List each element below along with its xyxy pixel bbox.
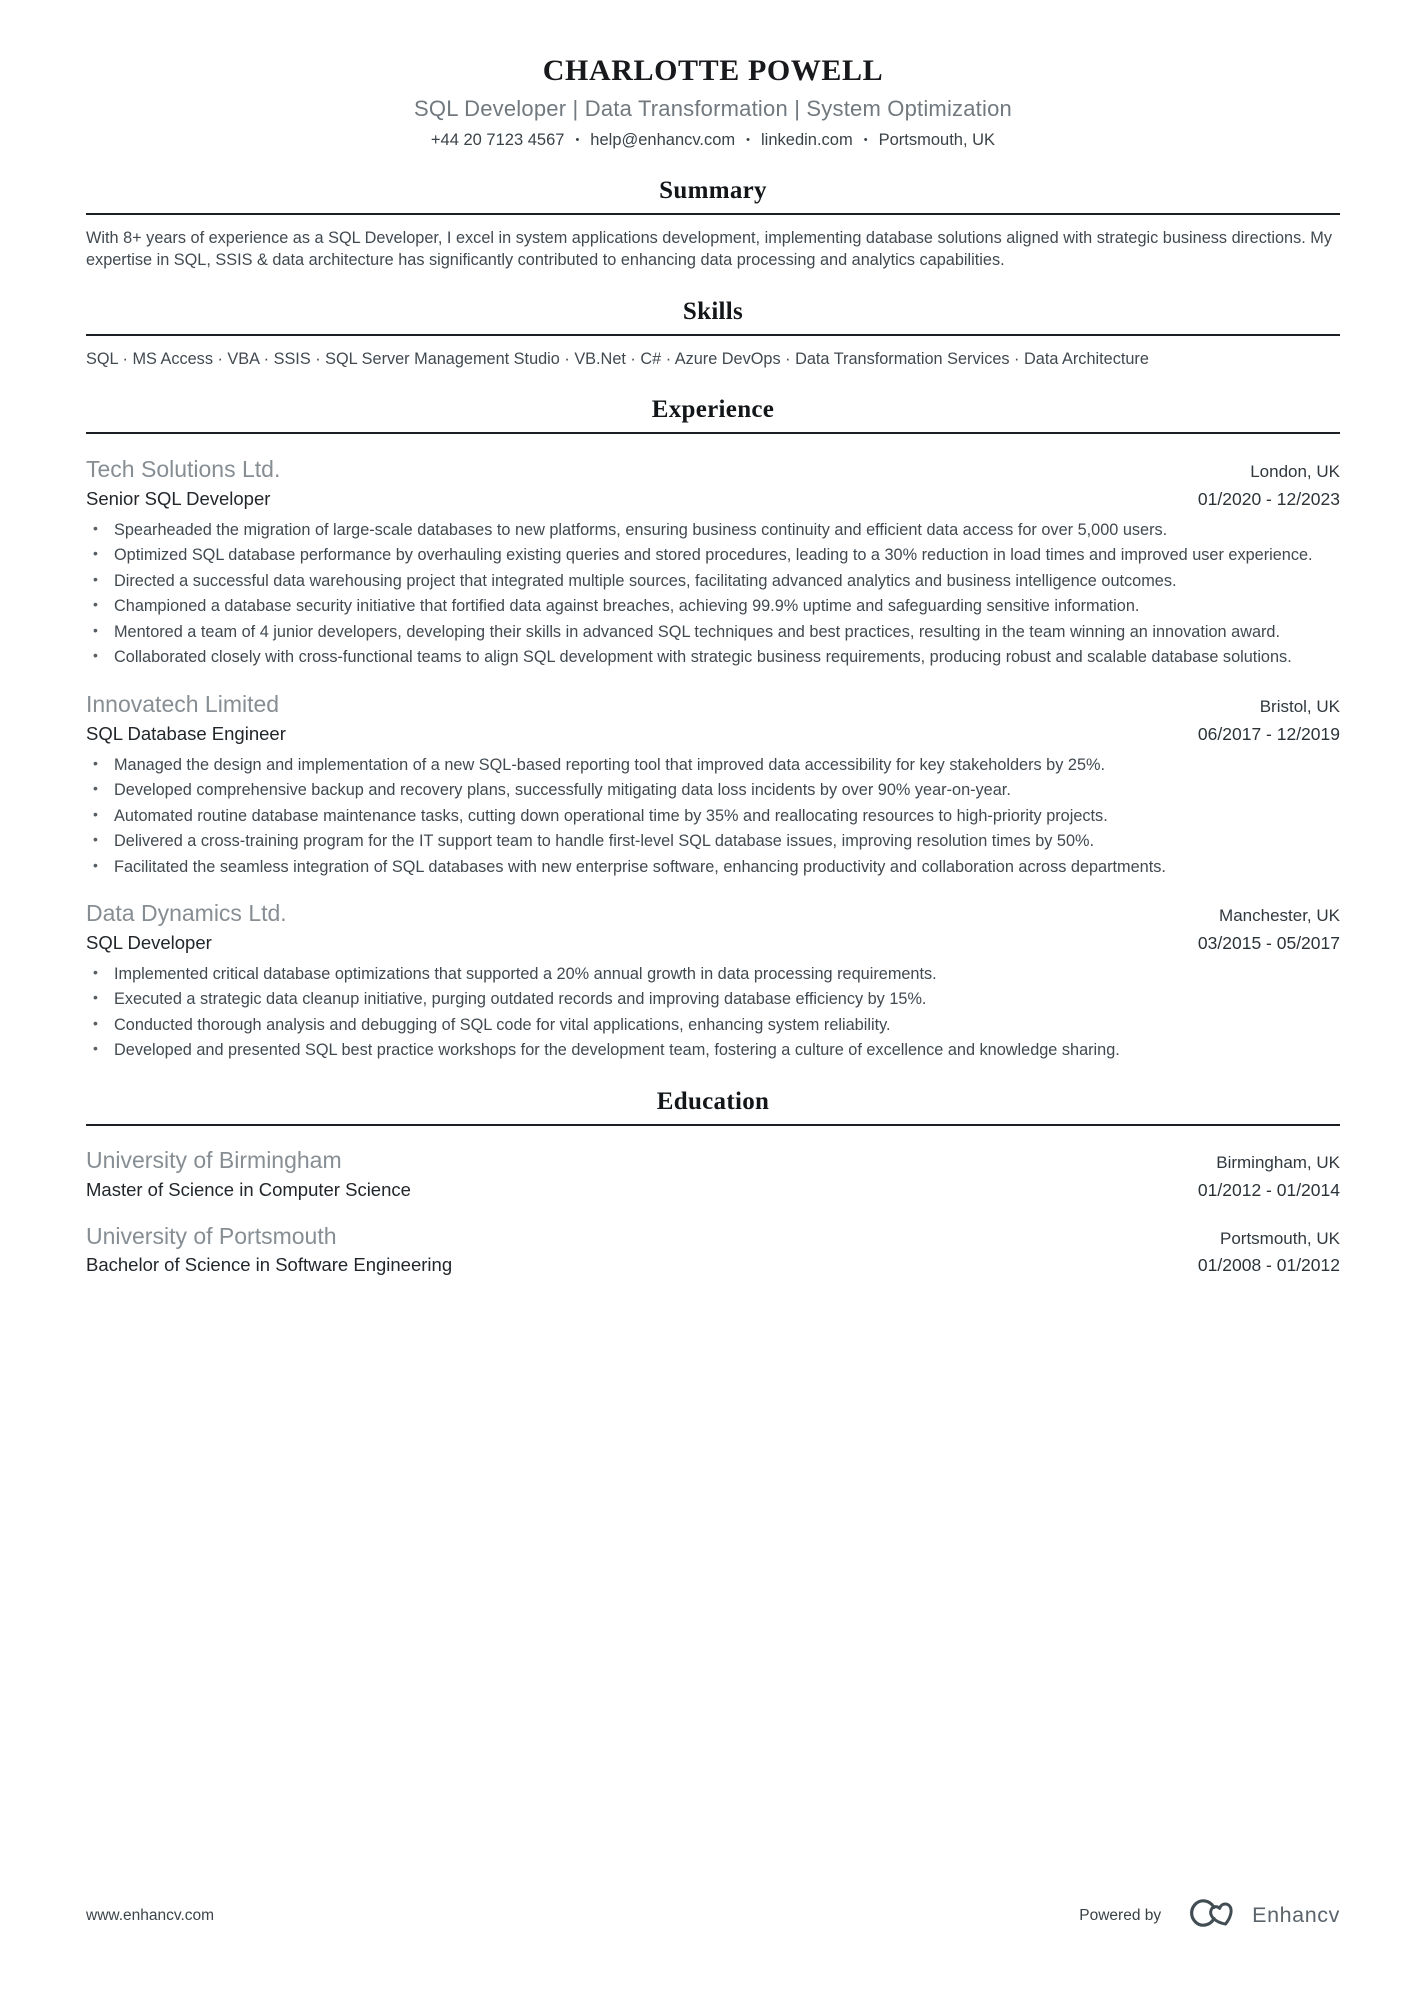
school-location: Birmingham, UK (1216, 1152, 1340, 1172)
contact-location: Portsmouth, UK (878, 130, 996, 149)
dot-separator: • (575, 133, 580, 146)
company-name: Tech Solutions Ltd. (86, 456, 281, 483)
bullet-item: • Spearheaded the migration of large-scale databases to new platforms, ensuring business continuity and efficient data access for over 5,000 users. (91, 519, 1340, 541)
contact-email-link[interactable]: help@enhancv.com (590, 130, 736, 149)
section-education (86, 1087, 1340, 1278)
education-entry (86, 1146, 1340, 1202)
job-location: London, UK (1250, 462, 1340, 482)
job-title: SQL Database Engineer (86, 722, 286, 744)
enhancv-logo-icon (1187, 1896, 1239, 1935)
company-name: Data Dynamics Ltd. (86, 900, 287, 927)
page-footer (86, 1896, 1340, 1935)
bullet-item: • Delivered a cross-training program for the IT support team to handle first-level SQL database issues, improving resolution times by 50%. (91, 830, 1340, 852)
contact-phone: +44 20 7123 4567 (430, 130, 565, 149)
job-dates: 06/2017 - 12/2019 (1197, 723, 1340, 744)
job-title: Senior SQL Developer (86, 487, 271, 509)
bullet-item: • Collaborated closely with cross-functional teams to align SQL development with strategic business requirements, producing robust and scalable database solutions. (91, 646, 1340, 668)
education-heading: Education (86, 1087, 1340, 1126)
job-dates: 01/2020 - 12/2023 (1197, 488, 1340, 509)
job-location: Bristol, UK (1259, 696, 1340, 716)
section-skills (86, 297, 1340, 370)
footer-website-link[interactable]: www.enhancv.com (86, 1906, 215, 1924)
experience-entry (86, 690, 1340, 878)
job-title: SQL Developer (86, 931, 212, 953)
contact-line (86, 131, 1340, 151)
bullet-item: • Mentored a team of 4 junior developers, developing their skills in advanced SQL techniques and best practices, resulting in the team winning an innovation award. (91, 621, 1340, 643)
school-name: University of Birmingham (86, 1146, 342, 1173)
bullet-item: • Automated routine database maintenance tasks, cutting down operational time by 35% and reallocating resources to high-priority projects. (91, 805, 1340, 827)
enhancv-brand-link[interactable] (1187, 1896, 1340, 1935)
experience-entry (86, 899, 1340, 1062)
job-location: Manchester, UK (1219, 906, 1340, 926)
bullet-item: • Optimized SQL database performance by overhauling existing queries and stored procedures, leading to a 30% reduction in load times and improved user experience. (91, 544, 1340, 566)
section-summary (86, 176, 1340, 272)
bullet-item: • Developed comprehensive backup and recovery plans, successfully mitigating data loss incidents by over 90% year-on-year. (91, 779, 1340, 801)
dot-separator: • (863, 133, 868, 146)
school-name: University of Portsmouth (86, 1222, 337, 1249)
education-entry (86, 1222, 1340, 1278)
degree-title: Bachelor of Science in Software Engineering (86, 1254, 453, 1276)
section-experience (86, 395, 1340, 1062)
bullet-item: • Managed the design and implementation of a new SQL-based reporting tool that improved data accessibility for key stakeholders by 25%. (91, 754, 1340, 776)
skills-list: SQL · MS Access · VBA · SSIS · SQL Server Management Studio · VB.Net · C# · Azure DevOps · Data Transformation Services · Data Architecture (86, 349, 1149, 368)
company-name: Innovatech Limited (86, 690, 280, 717)
candidate-name: CHARLOTTE POWELL (542, 54, 884, 87)
bullet-item: • Implemented critical database optimizations that supported a 20% annual growth in data processing requirements. (91, 963, 1340, 985)
bullet-item: • Developed and presented SQL best practice workshops for the development team, fostering a culture of excellence and knowledge sharing. (91, 1039, 1340, 1061)
candidate-headline: SQL Developer | Data Transformation | System Optimization (414, 95, 1012, 121)
bullet-item: • Conducted thorough analysis and debugging of SQL code for vital applications, enhancing system reliability. (91, 1014, 1340, 1036)
resume-header (86, 54, 1340, 151)
job-dates: 03/2015 - 05/2017 (1197, 932, 1340, 953)
powered-by-label: Powered by (1079, 1906, 1162, 1924)
experience-heading: Experience (86, 395, 1340, 434)
degree-dates: 01/2008 - 01/2012 (1197, 1255, 1340, 1276)
contact-linkedin-link[interactable]: linkedin.com (761, 130, 853, 149)
experience-entry (86, 455, 1340, 669)
skills-heading: Skills (86, 297, 1340, 336)
job-bullets (86, 963, 1340, 1062)
job-bullets (86, 754, 1340, 878)
bullet-item: • Directed a successful data warehousing project that integrated multiple sources, facilitating advanced analytics and business intelligence outcomes. (91, 570, 1340, 592)
bullet-item: • Executed a strategic data cleanup initiative, purging outdated records and improving database efficiency by 15%. (91, 988, 1340, 1010)
dot-separator: • (746, 133, 751, 146)
degree-dates: 01/2012 - 01/2014 (1197, 1179, 1340, 1200)
summary-heading: Summary (86, 176, 1340, 215)
summary-text: With 8+ years of experience as a SQL Developer, I excel in system applications development, implementing database solutions aligned with strategic business directions. My expertise in SQL, SSIS & data architecture has significantly contributed to enhancing data processing and analytics capabilities. (86, 228, 1333, 270)
enhancv-brand: Enhancv (1252, 1903, 1340, 1927)
bullet-item: • Championed a database security initiative that fortified data against breaches, achieving 99.9% uptime and safeguarding sensitive information. (91, 595, 1340, 617)
bullet-item: • Facilitated the seamless integration of SQL databases with new enterprise software, enhancing productivity and collaboration across departments. (91, 856, 1340, 878)
job-bullets (86, 519, 1340, 669)
degree-title: Master of Science in Computer Science (86, 1178, 411, 1200)
school-location: Portsmouth, UK (1220, 1228, 1340, 1248)
